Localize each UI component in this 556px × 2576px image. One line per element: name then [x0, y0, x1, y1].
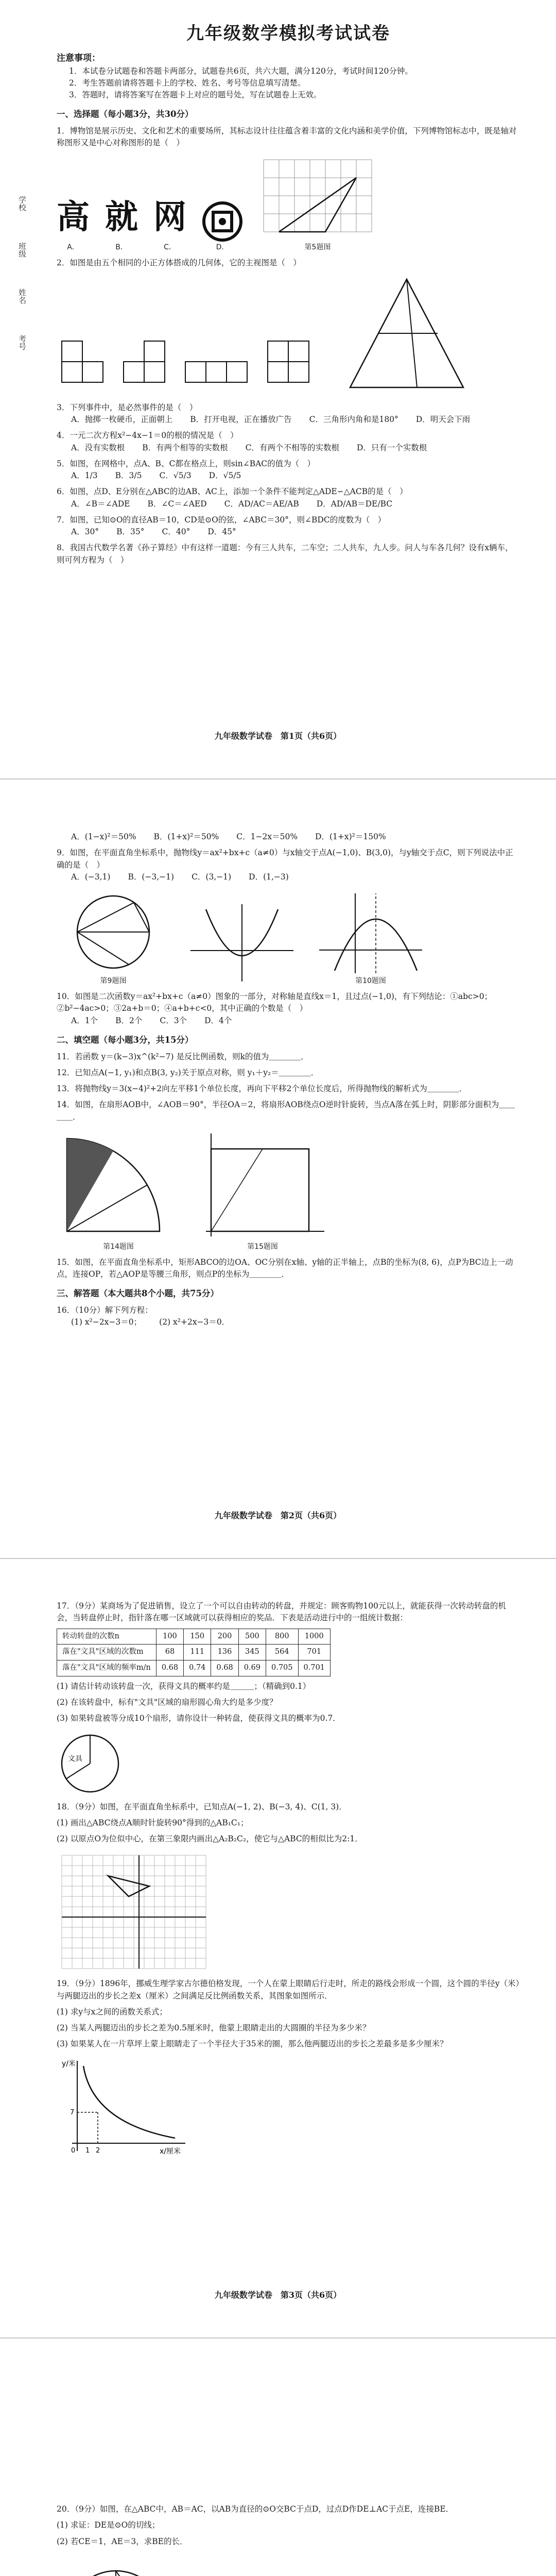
option: D．AD/AB＝DE/BC [316, 499, 393, 509]
question-5: 5．如图，在网格中，点A、B、C都在格点上，则sin∠BAC的值为（ ） [57, 459, 316, 468]
binding-number: 考号 [18, 335, 27, 350]
logo-option-b: 就 B． [105, 193, 138, 253]
option: B．(1+x)²＝50% [153, 832, 219, 841]
question-6: 6．如图，点D、E分别在△ABC的边AB、AC上，添加一个条件不能判定△ADE∽△ACB的是（ ） [57, 487, 408, 497]
museum-logo-d [202, 201, 243, 242]
question-17: 17．（9分）某商场为了促进销售，设立了一个可以自由转动的转盘，并规定：顾客购物100元以上，就能获得一次转动转盘的机会，当转盘停止时，指针落在哪一区域就可以获得相应的奖品．下表是活动进行中的一组统计数据： [57, 1601, 506, 1623]
museum-logo-a: 高 [57, 198, 90, 236]
tick-label: 2 [96, 2146, 100, 2155]
question-14: 14．如图，在扇形AOB中，∠AOB＝90°，半径OA＝2，将扇形AOB绕点O逆时针旋转，当点A落在弧上时，阴影部分面积为＿＿＿＿． [57, 1100, 515, 1122]
option: C．40° [162, 527, 190, 536]
logo-option-a: 高 A． [57, 193, 90, 253]
q19-part: (1) 求y与x之间的函数关系式； [57, 2007, 167, 2016]
page-footer: 九年级数学试卷 第3页（共6页） [214, 2290, 342, 2300]
option: B．2个 [115, 1015, 143, 1025]
q20-part: (2) 若CE＝1，AE＝3，求BE的长． [57, 2536, 188, 2546]
question-11: 11．若函数 y＝(k−3)x^(k²−7) 是反比例函数，则k的值为＿＿＿＿． [57, 1052, 309, 1061]
sector-figure: 第14题图 [57, 1128, 180, 1252]
tick-label: 7 [70, 2108, 75, 2116]
q9-q10-figures [57, 888, 520, 987]
parabola-figure: 第10题图 [314, 888, 427, 987]
q6-options [71, 498, 520, 510]
q18-part: (1) 画出△ABC绕点A顺时针旋转90°得到的△AB₁C₁； [57, 1818, 249, 1827]
option: B．∠C＝∠AED [147, 499, 207, 509]
q2-figures [57, 274, 520, 398]
q16-parts [71, 1316, 520, 1328]
binding-name: 姓名 [18, 289, 27, 304]
question-20: 20．（9分）如图，在△ABC中，AB＝AC，以AB为直径的⊙O交BC于点D，过点D作DE⊥AC于点E，连接BE． [57, 2504, 454, 2514]
section-heading: 一、选择题（每小题3分，共30分） [57, 109, 194, 120]
frequency-table [57, 1629, 331, 1676]
option: A．1个 [71, 1015, 98, 1025]
q1-logos [57, 155, 520, 253]
option: C．√5/3 [159, 471, 192, 480]
page-footer: 九年级数学试卷 第2页（共6页） [214, 1511, 342, 1520]
option: B．有两个相等的实数根 [142, 443, 228, 452]
museum-logo-b: 就 [105, 198, 138, 236]
exam-page-4 [0, 2338, 556, 2576]
inverse-graph-figure [57, 2056, 520, 2159]
q9-options [71, 871, 520, 883]
binding-margin [18, 196, 28, 350]
option: A．(−3,1) [71, 872, 111, 882]
question-13: 13．将抛物线y＝3(x−4)²+2向左平移1个单位长度，再向下平移2个单位长度后，所得抛物线的解析式为＿＿＿＿． [57, 1084, 467, 1093]
logo-option-c: 网 C． [153, 193, 186, 253]
x-axis-label: x/厘米 [160, 2147, 181, 2156]
exam-page-3 [0, 1559, 556, 2338]
museum-logo-c: 网 [153, 198, 186, 236]
question-3: 3．下列事件中，是必然事件的是（ ） [57, 402, 198, 412]
logo-option-d: D． [202, 201, 243, 253]
section-heading: 二、填空题（每小题3分，共15分） [57, 1035, 194, 1045]
sector-diagram [57, 1128, 180, 1242]
q17-part: (3) 如果转盘被等分成10个扇形，请你设计一种转盘，使获得文具的概率为0.7． [57, 1714, 341, 1723]
q18-part: (2) 以原点O为位似中心，在第三象限内画出△A₂B₂C₂，使它与△ABC的相似比为2:1． [57, 1834, 363, 1843]
option: C．三角形内角和是180° [309, 415, 398, 424]
question-16: 16．（10分）解下列方程： [57, 1306, 153, 1315]
section-heading: 三、解答题（本大题共8个小题，共75分） [57, 1289, 219, 1299]
spinner-figure [57, 1730, 520, 1797]
option: D．(1+x)²＝150% [315, 832, 386, 841]
option: C．3个 [160, 1015, 187, 1025]
table-row: 转动转盘的次数n 100 150 200 500 800 1000 [57, 1629, 331, 1645]
option: C．1−2x＝50% [236, 832, 298, 841]
option: B．(−3,−1) [128, 872, 175, 882]
option: D．45° [207, 527, 236, 536]
q20-part: (1) 求证：DE是⊙O的切线； [57, 2520, 160, 2530]
option: B．35° [116, 527, 145, 536]
q7-options [71, 526, 520, 538]
subpart: (1) x²−2x−3＝0； [71, 1317, 142, 1327]
cube-views [57, 336, 324, 398]
question-1: 1．博物馆是展示历史、文化和艺术的重要场所，其标志设计往往蕴含着丰富的文化内涵和美学价值，下列博物馆标志中，既是轴对称图形又是中心对称图形的是（ ） [57, 126, 517, 148]
option: C．AD/AC＝AE/AB [224, 499, 299, 509]
notice-item: 1．本试卷分试题卷和答题卡两部分，试题卷共6页，共六大题，满分120分，考试时间120分钟。 [69, 66, 413, 76]
question-9: 9．如图，在平面直角坐标系中，抛物线y＝ax²+bx+c（a≠0）与x轴交于点A(−1,0)、B(3,0)，与y轴交于点C，则下列说法中正确的是（ ） [57, 848, 513, 870]
question-15: 15．如图，在平面直角坐标系中，矩形ABCO的边OA、OC分别在x轴、y轴的正半轴上，点B的坐标为(8, 6)，点P为BC边上一动点，连接OP，若△AOP是等腰三角形，则点P的坐标为＿＿＿＿． [57, 1257, 513, 1279]
grid-figure [57, 1850, 520, 1974]
option: D．只有一个实数根 [356, 443, 427, 452]
rectangle-figure: 第15题图 [196, 1128, 329, 1252]
q3-options [71, 414, 520, 426]
q5-grid-figure: 第5题图 [258, 155, 377, 253]
question-12: 12．已知点A(−1, y₁)和点B(3, y₂)关于原点对称，则 y₁＋y₂＝＿＿＿＿． [57, 1067, 319, 1077]
q4-options [71, 442, 520, 454]
option: B．打开电视，正在播放广告 [190, 415, 292, 424]
grid-diagram [258, 155, 377, 242]
option: A．没有实数根 [71, 443, 125, 452]
exam-title: 九年级数学模拟考试试卷 [186, 23, 390, 44]
binding-school: 学校 [18, 196, 27, 211]
q19-part: (2) 当某人两腿迈出的步长之差为0.5厘米时，他蒙上眼睛走出的大圆圈的半径为多少米？ [57, 2023, 371, 2032]
exam-page-1 [0, 0, 556, 779]
q10-options [71, 1015, 520, 1027]
question-2: 2．如图是由五个相同的小正方体搭成的几何体，它的主视图是（ ） [57, 258, 301, 267]
question-8: 8．我国古代数学名著《孙子算经》中有这样一道题：今有三人共车，二车空；二人共车，九人步。问人与车各几何？设有x辆车，则可列方程为（ ） [57, 543, 513, 565]
option: A．抛掷一枚硬币，正面朝上 [71, 415, 173, 424]
q5-options [71, 470, 520, 482]
circle-diagram [57, 888, 170, 976]
q20-figure [57, 2553, 520, 2576]
coordinate-grid [57, 1850, 211, 1974]
option: D．(1,−3) [249, 872, 289, 882]
circle-triangle-diagram [57, 2553, 180, 2576]
option: D．明天会下雨 [415, 415, 471, 424]
circle-figure: 第9题图 [57, 888, 170, 987]
notice-heading: 注意事项： [57, 53, 100, 63]
parabola-diagram [314, 888, 427, 976]
question-19: 19．（9分）1896年，挪威生理学家古尔德伯格发现，一个人在蒙上眼睛后行走时，所走的路线会形成一个圆，这个圆的半径y（米）与两腿迈出的步长之差x（厘米）之间满足反比例函数关系，其图象如图所示． [57, 1979, 520, 2001]
y-axis-label: y/米 [62, 2059, 76, 2068]
table-row: 落在"文具"区域的频率m/n 0.68 0.74 0.68 0.69 0.705 0.701 [57, 1660, 331, 1676]
subpart: (2) x²+2x−3＝0． [159, 1317, 230, 1327]
rectangle-diagram [196, 1128, 329, 1242]
exam-page-2 [0, 779, 556, 1559]
inverse-graph [57, 2056, 190, 2159]
page-footer: 九年级数学试卷 第1页（共6页） [214, 731, 342, 741]
question-7: 7．如图，已知⊙O的直径AB＝10，CD是⊙O的弦，∠ABC＝30°，则∠BDC的度数为（ ） [57, 515, 386, 524]
triangle-figure [340, 274, 474, 398]
spinner-label: 文具 [68, 1754, 82, 1763]
q17-part: (2) 在该转盘中，标有"文具"区域的扇形圆心角大约是多少度？ [57, 1698, 277, 1707]
q8-options [71, 831, 520, 843]
notice-item: 3．答题时，请将答案写在答题卡上对应的题号处，写在试题卷上无效。 [69, 90, 322, 99]
q17-part: (1) 请估计转动该转盘一次，获得文具的概率约是＿＿＿；（精确到0.1） [57, 1681, 311, 1691]
question-4: 4．一元二次方程x²−4x−1＝0的根的情况是（ ） [57, 431, 238, 440]
notice-item: 2．考生答题前请将答题卡上的学校、姓名、考号等信息填写清楚。 [69, 78, 306, 88]
option: D．4个 [204, 1015, 232, 1025]
option: C．有两个不相等的实数根 [245, 443, 339, 452]
notice-block [57, 52, 520, 101]
option: A．∠B＝∠ADE [71, 499, 130, 509]
question-18: 18．（9分）如图，在平面直角坐标系中，已知点A(−1, 2)、B(−3, 4)、C(1, 3)． [57, 1802, 347, 1811]
question-10: 10．如图是二次函数y＝ax²+bx+c（a≠0）图象的一部分，对称轴是直线x＝1，且过点(−1,0)，有下列结论：①abc>0；②b²−4ac>0；③2a+b＝0；④a+b+c<0，其中正确的个数是（ ） [57, 992, 493, 1013]
tick-label: 1 [85, 2146, 90, 2155]
axes-diagram [185, 899, 299, 987]
table-row: 落在"文具"区域的次数m 68 111 136 345 564 701 [57, 1645, 331, 1660]
option: A．30° [71, 527, 99, 536]
q19-part: (3) 如果某人在一片草坪上蒙上眼睛走了一个半径大于35米的圈，那么他两腿迈出的步长之差最多是多少厘米？ [57, 2039, 448, 2049]
spinner-diagram [57, 1730, 124, 1797]
tick-label: 0 [71, 2146, 76, 2155]
option: A．(1−x)²＝50% [71, 832, 136, 841]
option: D．√5/5 [208, 471, 241, 480]
q14-q15-figures [57, 1128, 520, 1252]
option: C．(3,−1) [192, 872, 232, 882]
option: B．3/5 [115, 471, 142, 480]
binding-class: 班级 [18, 242, 27, 258]
option: A．1/3 [71, 471, 98, 480]
